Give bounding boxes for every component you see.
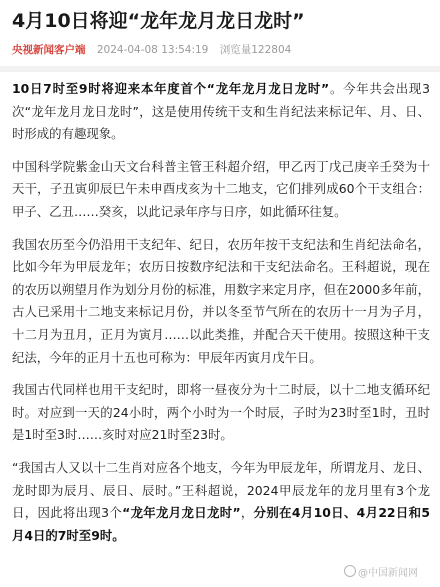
paragraph-text: ， [240,505,254,521]
article-title: 4月10日将迎“龙年龙月龙日龙时” [12,10,305,32]
highlight-text: 分别在4月10日、4月22日和5月4日的7时至9时。 [12,505,430,543]
paragraph-2: 中国科学院紫金山天文台科普主管王科超介绍，甲乙丙丁戊己庚辛壬癸为十天干，子丑寅卯辰巳午未申酉戌亥为十二地支，它们排列成60个干支组合：甲子、乙丑……癸亥，以此记录年序与日序，如此循环往复。 [12,158,430,219]
paragraph-text: “我国古人又以十二生肖对应各个地支，今年为甲辰龙年，所谓龙月、龙日、龙时即为辰月、辰日、辰时。”王科超说，2024甲辰龙年的龙月里有3个龙日，因此将出现3个 [12,459,430,521]
publish-date: 2024-04-08 13:54:19 [96,44,209,56]
watermark [344,564,418,579]
paragraph-3: 我国农历至今仍沿用干支纪年、纪日，农历年按干支纪法和生肖纪法命名，比如今年为甲辰龙年；农历日按数序纪法和干支纪法命名。王科超说，现在的农历以朔望月作为划分月份的标准，用数字来定月序，但在2000多年前，古人已采用十二地支来标记月份，并以冬至节气所在的农历十一月为子月，十二月为丑月，正月为寅月……以此类推，并配合天干使用。按照这种干支纪法，今年的正月十五也可称为：甲辰年丙寅月戊午日。 [12,236,430,365]
article-meta [12,43,432,57]
source-link[interactable]: 央视新闻客户端 [12,44,86,56]
highlight-text: “龙年龙月龙日龙时” [122,505,241,521]
article-body [12,78,430,557]
weibo-icon [344,565,356,577]
highlight-text: 10日7时至9时将迎来本年度首个“龙年龙月龙日龙时” [12,81,330,96]
paragraph-text: 。今年共会出现3次“龙年龙月龙日龙时”，这是使用传统干支和生肖纪法来标记年、月、日、时形成的有趣现象。 [12,81,430,142]
divider [0,66,440,72]
watermark-text: @中国新闻网 [358,568,418,579]
paragraph-1 [12,78,430,146]
view-count: 浏览量122804 [219,44,292,56]
paragraph-5 [12,457,430,547]
paragraph-4: 我国古代同样也用干支纪时，即将一昼夜分为十二时辰，以十二地支循环纪时。对应到一天的24小时，两个小时为一个时辰，子时为23时至1时，丑时是1时至3时……亥时对应21时至23时。 [12,382,430,443]
